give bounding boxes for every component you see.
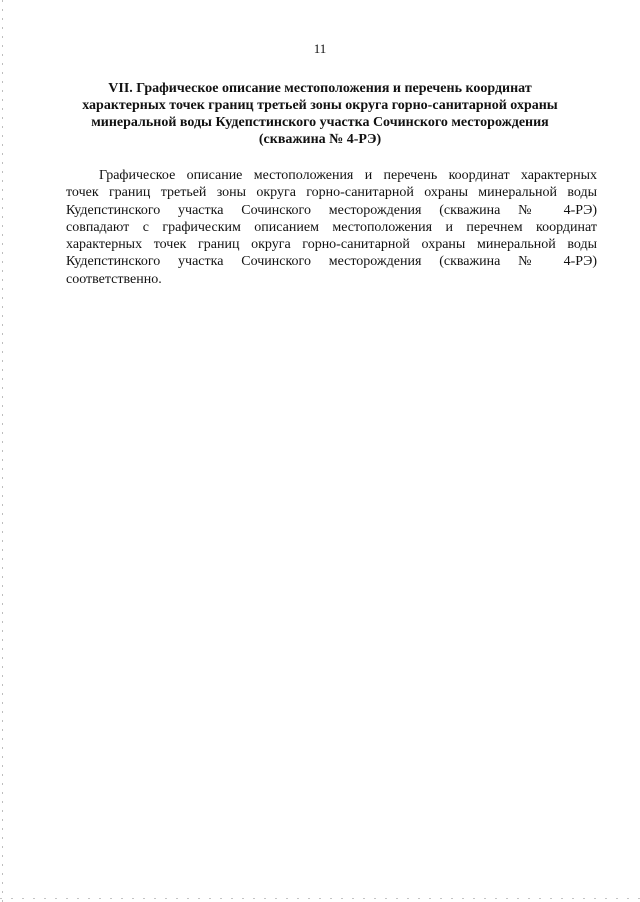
heading-line: (скважина № 4-РЭ) — [258, 132, 382, 147]
heading-line: характерных точек границ третьей зоны округа горно-санитарной охраны — [82, 98, 558, 113]
paragraph-line: Кудепстинского участка Сочинского месторождения (скважина № 4-РЭ) — [66, 254, 597, 270]
section-heading — [60, 80, 580, 148]
paragraph-line: совпадают с графическим описанием местоположения и перечнем координат — [66, 219, 597, 235]
page-number: 11 — [313, 41, 327, 56]
body-paragraph — [66, 167, 597, 288]
paragraph-line: характерных точек границ округа горно-санитарной охраны минеральной воды — [66, 237, 597, 253]
paragraph-line: Графическое описание местоположения и перечень координат характерных — [99, 168, 597, 183]
paragraph-line: Кудепстинского участка Сочинского месторождения (скважина № 4-РЭ) — [66, 202, 597, 218]
heading-line: минеральной воды Кудепстинского участка Сочинского месторождения — [91, 115, 549, 130]
paragraph-line: соответственно. — [66, 271, 162, 287]
heading-line: VII. Графическое описание местоположения и перечень координат — [108, 81, 532, 96]
paragraph-line: точек границ третьей зоны округа горно-санитарной охраны минеральной воды — [66, 185, 597, 201]
scan-edge-bottom — [0, 898, 640, 899]
scan-edge-left — [2, 0, 3, 902]
